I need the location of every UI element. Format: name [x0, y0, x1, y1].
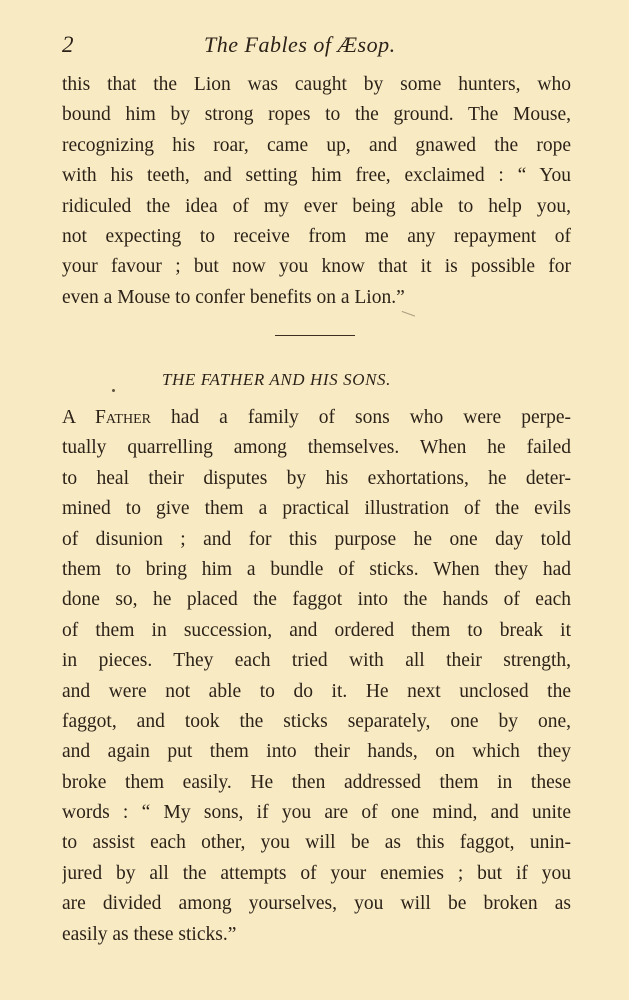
text-line: recognizing his roar, came up, and gnawed the rope	[62, 134, 571, 156]
text-line: broke them easily. He then addressed them in these	[62, 771, 571, 793]
continuation-paragraph	[62, 70, 571, 313]
text-line: mined to give them a practical illustration of the evils	[62, 498, 571, 520]
paper-speck	[112, 389, 115, 392]
text-line: faggot, and took the sticks separately, one by one,	[62, 710, 571, 732]
text-line: ridiculed the idea of my ever being able to help you,	[62, 195, 571, 217]
text-line: of them in succession, and ordered them to break it	[62, 619, 571, 641]
text-line	[62, 403, 571, 433]
page-header	[62, 30, 572, 60]
text-line: in pieces. They each tried with all their strength,	[62, 650, 571, 672]
text-line: and were not able to do it. He next unclosed the	[62, 680, 571, 702]
fable-paragraph	[62, 403, 571, 950]
text-line: done so, he placed the faggot into the hands of each	[62, 589, 571, 611]
text-line: your favour ; but now you know that it is possible for	[62, 256, 571, 278]
opening-words: A Father	[62, 407, 151, 428]
page-number: 2	[62, 32, 74, 57]
running-title: The Fables of Æsop.	[204, 32, 396, 57]
text-line: of disunion ; and for this purpose he one day told	[62, 528, 571, 550]
text-line: them to bring him a bundle of sticks. When they had	[62, 558, 571, 580]
text-line: bound him by strong ropes to the ground. The Mouse,	[62, 104, 571, 126]
text-line: easily as these sticks.”	[62, 923, 237, 945]
fable-title: THE FATHER AND HIS SONS.	[162, 370, 391, 389]
text-line: and again put them into their hands, on which they	[62, 741, 571, 763]
text-line: even a Mouse to confer benefits on a Lion.”	[62, 286, 405, 308]
section-divider	[275, 335, 355, 336]
text-line: to heal their disputes by his exhortations, he deter-	[62, 467, 571, 489]
text-line: this that the Lion was caught by some hunters, who	[62, 74, 571, 95]
text-line: are divided among yourselves, you will be broken as	[62, 893, 571, 915]
text-line: words : “ My sons, if you are of one mind, and unite	[62, 802, 571, 824]
text-line: not expecting to receive from me any repayment of	[62, 225, 571, 247]
text-line: to assist each other, you will be as this faggot, unin-	[62, 832, 571, 854]
text-line: with his teeth, and setting him free, exclaimed : “ You	[62, 165, 571, 187]
text-line: tually quarrelling among themselves. When he failed	[62, 437, 571, 459]
first-line-text: had a family of sons who were perpe-	[150, 407, 571, 428]
text-line: jured by all the attempts of your enemies ; but if you	[62, 862, 571, 884]
